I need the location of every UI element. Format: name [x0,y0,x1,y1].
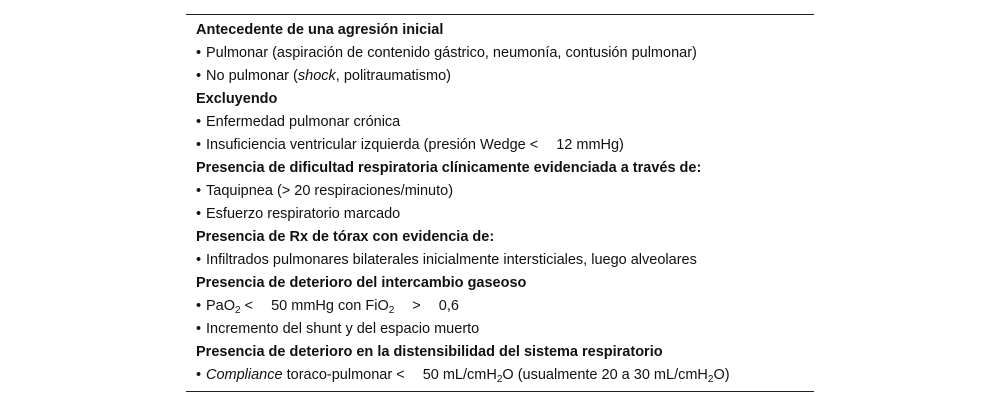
bullet: • [196,183,202,199]
item-text: No pulmonar ( [206,68,298,84]
list-item [196,42,814,65]
section-heading: Excluyendo [196,91,278,107]
subscript: 2 [496,374,503,385]
section-heading: Antecedente de una agresión inicial [196,22,444,38]
criteria-table [186,14,814,392]
bullet: • [196,68,202,84]
list-item [196,295,814,318]
section-heading: Presencia de dificultad respiratoria clínicamente evidenciada a través de: [196,160,702,176]
list-item [196,249,814,272]
item-text: Esfuerzo respiratorio marcado [206,206,401,222]
item-text: Infiltrados pulmonares bilaterales inicialmente intersticiales, luego alveolares [206,252,697,268]
bullet: • [196,206,202,222]
item-text: < [244,298,254,314]
item-text: 50 mL/cmH [422,367,497,383]
bullet: • [196,298,202,314]
item-text: Incremento del shunt y del espacio muerto [206,321,480,337]
bullet: • [196,367,202,383]
item-text: 12 mmHg) [556,137,624,153]
list-item [196,134,814,157]
section-heading: Presencia de Rx de tórax con evidencia de: [196,229,495,245]
bullet: • [196,114,202,130]
item-text: 50 mmHg con FiO [271,298,389,314]
item-text: > [412,298,421,314]
bullet: • [196,137,202,153]
item-text: O) [713,367,730,383]
bullet: • [196,252,202,268]
item-text: Insuficiencia ventricular izquierda (presión Wedge < [206,137,539,153]
subscript: 2 [707,374,714,385]
list-item [196,65,814,88]
list-item [196,364,814,387]
list-item [196,318,814,341]
list-item [196,180,814,203]
item-text: , politraumatismo) [335,68,451,84]
item-text-italic: Compliance [206,367,283,383]
list-item [196,111,814,134]
item-text: Pulmonar (aspiración de contenido gástrico, neumonía, contusión pulmonar) [206,45,697,61]
item-text: 0,6 [438,298,459,314]
item-text: Enfermedad pulmonar crónica [206,114,401,130]
list-item [196,203,814,226]
item-text: PaO [206,298,236,314]
subscript: 2 [388,305,395,316]
bullet: • [196,45,202,61]
item-text: O (usualmente 20 a 30 mL/cmH [502,367,708,383]
subscript: 2 [235,305,241,316]
item-text: toraco-pulmonar < [282,367,405,383]
section-heading: Presencia de deterioro del intercambio gaseoso [196,275,527,291]
item-text-italic: shock [297,68,336,84]
item-text: Taquipnea (> 20 respiraciones/minuto) [206,183,454,199]
section-heading: Presencia de deterioro en la distensibilidad del sistema respiratorio [196,344,663,360]
bullet: • [196,321,202,337]
